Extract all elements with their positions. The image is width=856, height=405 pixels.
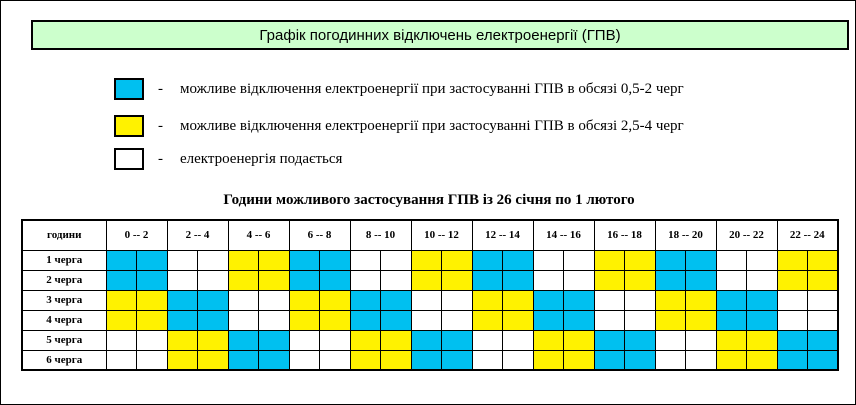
schedule-cell-blue	[106, 270, 137, 290]
schedule-cell-white	[625, 290, 656, 310]
schedule-cell-yellow	[411, 270, 442, 290]
schedule-cell-blue	[198, 310, 229, 330]
table-row	[22, 250, 838, 270]
schedule-cell-blue	[716, 290, 747, 310]
hour-range-header: 18 -- 20	[655, 220, 716, 250]
schedule-cell-yellow	[228, 250, 259, 270]
schedule-cell-yellow	[625, 250, 656, 270]
schedule-cell-white	[106, 350, 137, 370]
schedule-cell-yellow	[320, 310, 351, 330]
schedule-cell-blue	[686, 270, 717, 290]
schedule-cell-blue	[533, 290, 564, 310]
schedule-cell-blue	[503, 270, 534, 290]
schedule-cell-blue	[716, 310, 747, 330]
table-row	[22, 310, 838, 330]
schedule-cell-yellow	[289, 310, 320, 330]
schedule-cell-white	[259, 290, 290, 310]
schedule-cell-yellow	[655, 290, 686, 310]
schedule-cell-blue	[411, 350, 442, 370]
schedule-cell-white	[808, 310, 839, 330]
schedule-cell-white	[320, 330, 351, 350]
hour-range-header: 6 -- 8	[289, 220, 350, 250]
schedule-cell-blue	[381, 290, 412, 310]
schedule-cell-white	[106, 330, 137, 350]
schedule-cell-white	[777, 290, 808, 310]
schedule-cell-yellow	[686, 310, 717, 330]
schedule-cell-blue	[472, 250, 503, 270]
schedule-cell-blue	[137, 270, 168, 290]
hour-range-header: 10 -- 12	[411, 220, 472, 250]
schedule-cell-blue	[106, 250, 137, 270]
schedule-cell-yellow	[381, 350, 412, 370]
schedule-cell-white	[289, 350, 320, 370]
schedule-cell-blue	[137, 250, 168, 270]
hour-range-header: 22 -- 24	[777, 220, 838, 250]
schedule-cell-blue	[564, 290, 595, 310]
schedule-cell-yellow	[777, 270, 808, 290]
queue-label: 2 черга	[22, 270, 106, 290]
schedule-cell-white	[381, 270, 412, 290]
queue-label: 3 черга	[22, 290, 106, 310]
table-row	[22, 290, 838, 310]
schedule-cell-white	[503, 350, 534, 370]
hour-range-header: 8 -- 10	[350, 220, 411, 250]
table-row	[22, 350, 838, 370]
table-row	[22, 270, 838, 290]
schedule-cell-yellow	[655, 310, 686, 330]
schedule-cell-yellow	[808, 270, 839, 290]
schedule-cell-white	[198, 270, 229, 290]
schedule-cell-yellow	[259, 250, 290, 270]
schedule-cell-yellow	[808, 250, 839, 270]
table-row	[22, 330, 838, 350]
schedule-cell-yellow	[503, 290, 534, 310]
schedule-cell-blue	[808, 350, 839, 370]
schedule-cell-blue	[686, 250, 717, 270]
schedule-cell-white	[137, 350, 168, 370]
schedule-cell-white	[381, 250, 412, 270]
hour-range-header: 14 -- 16	[533, 220, 594, 250]
schedule-cell-white	[594, 310, 625, 330]
schedule-cell-white	[625, 310, 656, 330]
schedule-cell-blue	[167, 290, 198, 310]
queue-label: 4 черга	[22, 310, 106, 330]
schedule-cell-blue	[167, 310, 198, 330]
schedule-cell-white	[655, 330, 686, 350]
schedule-cell-blue	[594, 330, 625, 350]
legend-text: можливе відключення електроенергії при застосуванні ГПВ в обсязі 2,5-4 черг	[180, 117, 684, 134]
table-header-row	[22, 220, 838, 250]
schedule-cell-white	[411, 290, 442, 310]
schedule-cell-blue	[747, 290, 778, 310]
schedule-cell-yellow	[106, 290, 137, 310]
schedule-cell-white	[472, 330, 503, 350]
schedule-cell-blue	[320, 270, 351, 290]
schedule-cell-yellow	[137, 310, 168, 330]
schedule-cell-blue	[777, 330, 808, 350]
schedule-cell-blue	[381, 310, 412, 330]
schedule-cell-blue	[411, 330, 442, 350]
schedule-cell-blue	[228, 350, 259, 370]
hour-range-header: 20 -- 22	[716, 220, 777, 250]
schedule-cell-blue	[228, 330, 259, 350]
queue-label: 1 черга	[22, 250, 106, 270]
legend-dash: -	[158, 80, 163, 97]
schedule-cell-yellow	[442, 270, 473, 290]
schedule-cell-blue	[442, 350, 473, 370]
schedule-cell-yellow	[594, 270, 625, 290]
schedule-cell-yellow	[411, 250, 442, 270]
schedule-cell-white	[655, 350, 686, 370]
legend-item-yellow	[114, 113, 684, 139]
schedule-cell-blue	[655, 270, 686, 290]
queue-label: 6 черга	[22, 350, 106, 370]
schedule-cell-blue	[198, 290, 229, 310]
schedule-cell-white	[533, 250, 564, 270]
schedule-cell-blue	[259, 330, 290, 350]
schedule-cell-yellow	[777, 250, 808, 270]
schedule-cell-yellow	[564, 350, 595, 370]
page-title: Графік погодинних відключень електроенергії (ГПВ)	[31, 20, 849, 50]
legend-item-white	[114, 146, 342, 172]
schedule-cell-blue	[442, 330, 473, 350]
outage-schedule-table	[21, 219, 839, 371]
schedule-cell-yellow	[564, 330, 595, 350]
schedule-cell-white	[137, 330, 168, 350]
schedule-cell-white	[533, 270, 564, 290]
schedule-cell-white	[350, 270, 381, 290]
schedule-cell-white	[442, 310, 473, 330]
schedule-cell-white	[289, 330, 320, 350]
schedule-cell-white	[442, 290, 473, 310]
hour-range-header: 2 -- 4	[167, 220, 228, 250]
schedule-cell-yellow	[259, 270, 290, 290]
schedule-cell-white	[777, 310, 808, 330]
schedule-cell-white	[228, 310, 259, 330]
schedule-cell-white	[320, 350, 351, 370]
hours-header: години	[22, 220, 106, 250]
schedule-cell-blue	[594, 350, 625, 370]
schedule-cell-blue	[289, 250, 320, 270]
schedule-cell-yellow	[472, 290, 503, 310]
queue-label: 5 черга	[22, 330, 106, 350]
schedule-cell-white	[259, 310, 290, 330]
schedule-cell-yellow	[137, 290, 168, 310]
schedule-cell-yellow	[350, 330, 381, 350]
schedule-cell-blue	[655, 250, 686, 270]
schedule-cell-yellow	[747, 350, 778, 370]
hour-range-header: 16 -- 18	[594, 220, 655, 250]
schedule-cell-blue	[808, 330, 839, 350]
schedule-cell-white	[747, 270, 778, 290]
legend-swatch-white	[114, 148, 144, 170]
schedule-cell-white	[747, 250, 778, 270]
schedule-cell-blue	[259, 350, 290, 370]
schedule-cell-yellow	[106, 310, 137, 330]
schedule-cell-white	[808, 290, 839, 310]
legend-dash: -	[158, 150, 163, 167]
schedule-cell-white	[411, 310, 442, 330]
legend-text: електроенергія подається	[180, 150, 343, 167]
schedule-cell-yellow	[381, 330, 412, 350]
schedule-cell-yellow	[198, 330, 229, 350]
table-body	[22, 250, 838, 370]
schedule-cell-blue	[350, 310, 381, 330]
schedule-cell-white	[564, 270, 595, 290]
schedule-cell-yellow	[320, 290, 351, 310]
schedule-cell-white	[228, 290, 259, 310]
schedule-cell-blue	[472, 270, 503, 290]
schedule-cell-yellow	[747, 330, 778, 350]
schedule-cell-yellow	[686, 290, 717, 310]
schedule-cell-yellow	[716, 350, 747, 370]
legend-item-blue	[114, 76, 684, 102]
schedule-cell-blue	[503, 250, 534, 270]
schedule-cell-white	[686, 350, 717, 370]
schedule-cell-white	[167, 250, 198, 270]
schedule-cell-yellow	[625, 270, 656, 290]
legend-dash: -	[158, 117, 163, 134]
schedule-cell-blue	[747, 310, 778, 330]
schedule-cell-yellow	[167, 330, 198, 350]
schedule-cell-yellow	[472, 310, 503, 330]
schedule-subtitle: Години можливого застосування ГПВ із 26 січня по 1 лютого	[223, 192, 635, 208]
schedule-cell-blue	[533, 310, 564, 330]
hour-range-header: 4 -- 6	[228, 220, 289, 250]
schedule-cell-yellow	[533, 330, 564, 350]
schedule-cell-yellow	[198, 350, 229, 370]
schedule-cell-white	[594, 290, 625, 310]
schedule-cell-blue	[320, 250, 351, 270]
schedule-cell-yellow	[228, 270, 259, 290]
legend-swatch-blue	[114, 78, 144, 100]
schedule-cell-white	[716, 250, 747, 270]
schedule-cell-white	[564, 250, 595, 270]
schedule-cell-white	[198, 250, 229, 270]
schedule-cell-yellow	[350, 350, 381, 370]
schedule-cell-yellow	[289, 290, 320, 310]
schedule-cell-white	[503, 330, 534, 350]
legend-text: можливе відключення електроенергії при застосуванні ГПВ в обсязі 0,5-2 черг	[180, 80, 684, 97]
schedule-cell-white	[472, 350, 503, 370]
schedule-cell-white	[686, 330, 717, 350]
schedule-cell-yellow	[533, 350, 564, 370]
schedule-cell-blue	[564, 310, 595, 330]
hour-range-header: 12 -- 14	[472, 220, 533, 250]
schedule-cell-yellow	[503, 310, 534, 330]
schedule-cell-blue	[289, 270, 320, 290]
schedule-cell-yellow	[594, 250, 625, 270]
schedule-cell-blue	[625, 330, 656, 350]
schedule-cell-blue	[777, 350, 808, 370]
schedule-cell-white	[716, 270, 747, 290]
schedule-cell-white	[167, 270, 198, 290]
schedule-cell-yellow	[167, 350, 198, 370]
schedule-cell-blue	[350, 290, 381, 310]
legend-swatch-yellow	[114, 115, 144, 137]
schedule-cell-yellow	[716, 330, 747, 350]
hour-range-header: 0 -- 2	[106, 220, 167, 250]
schedule-cell-yellow	[442, 250, 473, 270]
schedule-cell-blue	[625, 350, 656, 370]
schedule-cell-white	[350, 250, 381, 270]
